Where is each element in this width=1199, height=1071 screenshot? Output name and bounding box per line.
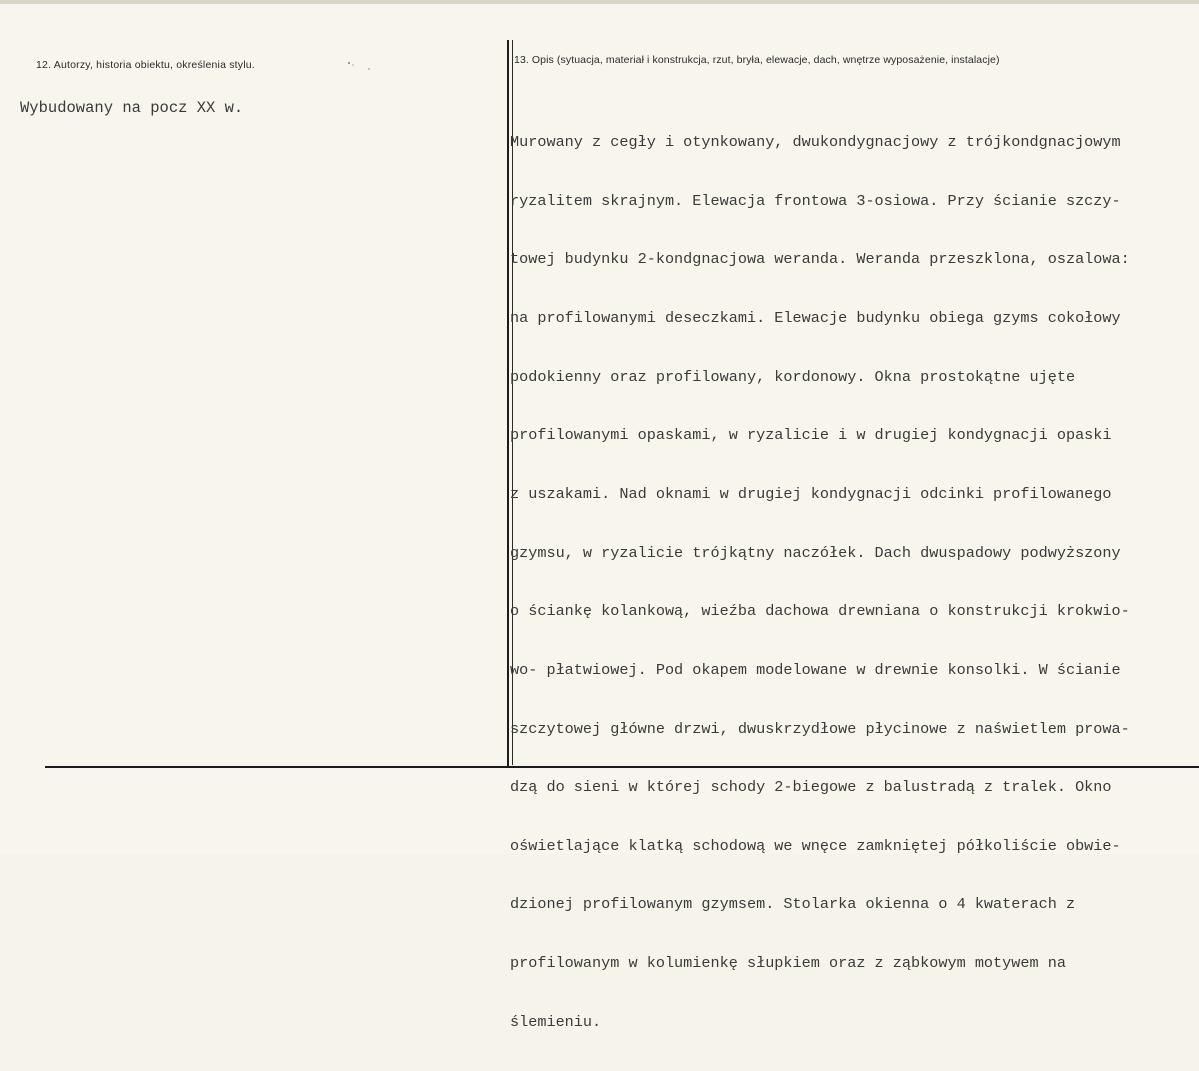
section-13-line: oświetlające klatką schodową we wnęce zamkniętej półkoliście obwie-	[510, 836, 1121, 855]
section-13-line: dzą do sieni w której schody 2-biegowe z balustradą z tralek. Okno	[510, 778, 1112, 797]
stray-ink-dots	[347, 61, 371, 71]
section-13-label: 13. Opis (sytuacja, materiał i konstrukcja, rzut, bryła, elewacje, dach, wnętrze wyposażenie, instalacje)	[514, 54, 1000, 66]
section-13-line: profilowanymi opaskami, w ryzalicie i w drugiej kondygnacji opaski	[510, 426, 1112, 445]
section-13-line: profilowanym w kolumienkę słupkiem oraz z ząbkowym motywem na	[510, 954, 1066, 973]
section-13-line: na profilowanymi deseczkami. Elewacje budynku obiega gzyms cokołowy	[510, 309, 1121, 328]
section-13-line: Murowany z cegły i otynkowany, dwukondygnacjowy z trójkondgnacjowym	[510, 133, 1121, 152]
section-13-line: szczytowej główne drzwi, dwuskrzydłowe płycinowe z naświetlem prowa-	[510, 719, 1130, 738]
section-13-line: dzionej profilowanym gzymsem. Stolarka okienna o 4 kwaterach z	[510, 895, 1076, 914]
section-13-line: ryzalitem skrajnym. Elewacja frontowa 3-osiowa. Przy ścianie szczy-	[510, 191, 1121, 210]
bottom-rule	[45, 766, 1199, 768]
section-12-label: 12. Autorzy, historia obiektu, określenia stylu.	[36, 59, 255, 71]
section-13-line: z uszakami. Nad oknami w drugiej kondygnacji odcinki profilowanego	[510, 484, 1112, 503]
section-12-text: Wybudowany na pocz XX w.	[20, 99, 244, 117]
section-13-line: podokienny oraz profilowany, kordonowy. Okna prostokątne ujęte	[510, 367, 1076, 386]
page-top-edge	[0, 0, 1199, 4]
section-13-line: wo- płatwiowej. Pod okapem modelowane w drewnie konsolki. W ścianie	[510, 660, 1121, 679]
section-13-line: o ściankę kolankową, wieźba dachowa drewniana o konstrukcji krokwio-	[510, 602, 1130, 621]
section-13-line: ślemieniu.	[510, 1012, 602, 1031]
section-13-line: towej budynku 2-kondgnacjowa weranda. Weranda przeszklona, oszalowa:	[510, 250, 1130, 269]
section-13-line: gzymsu, w ryzalicie trójkątny naczółek. Dach dwuspadowy podwyższony	[510, 543, 1121, 562]
column-divider	[507, 40, 509, 767]
section-13-text	[510, 94, 1130, 1071]
